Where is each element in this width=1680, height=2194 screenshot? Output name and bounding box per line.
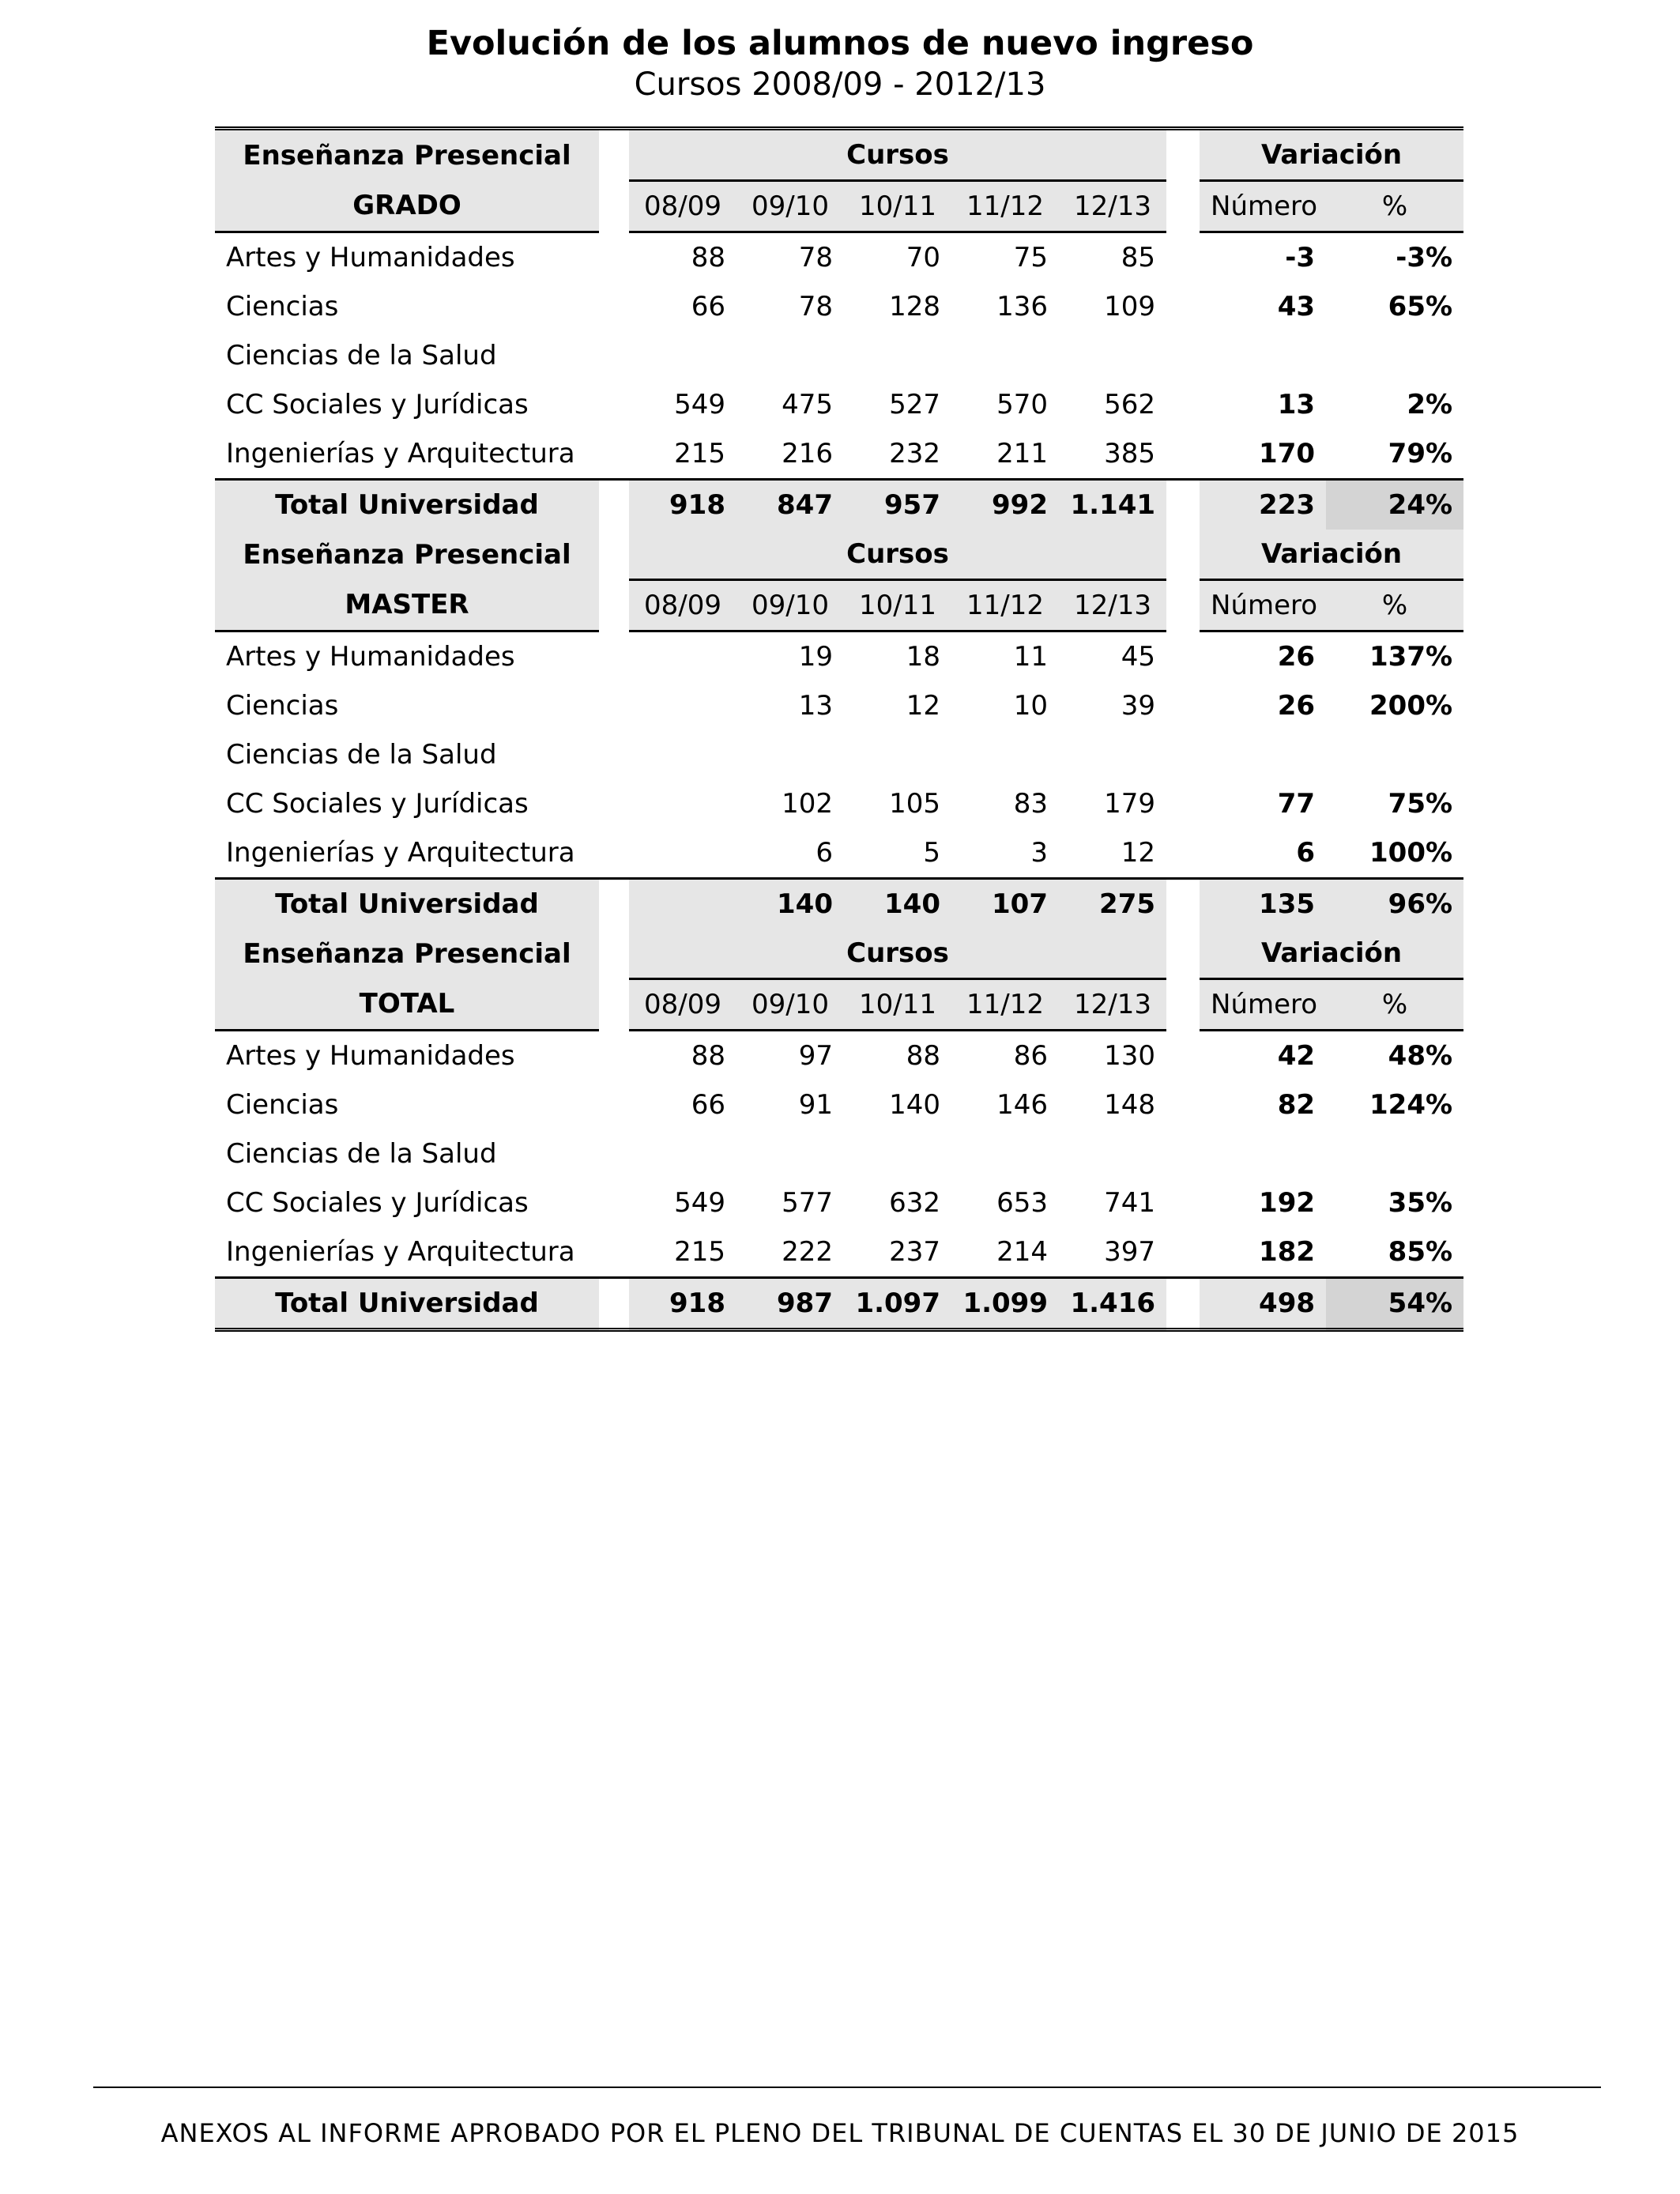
gap-cell (1166, 580, 1200, 631)
year-value: 78 (798, 242, 833, 273)
section-subheader-row (215, 580, 1463, 631)
year-value: 653 (996, 1187, 1048, 1219)
year-header: 10/11 (844, 979, 951, 1031)
total-row (215, 879, 1463, 929)
table-row (215, 779, 1463, 828)
gap-cell (1166, 1129, 1200, 1178)
year-value (629, 730, 736, 779)
variation-percent: 200% (1369, 690, 1453, 722)
year-header: 12/13 (1059, 181, 1166, 232)
gap-cell (599, 1080, 629, 1129)
section-header-row (215, 929, 1463, 979)
total-variation-percent: 54% (1326, 1278, 1463, 1330)
year-header: 09/10 (736, 181, 844, 232)
year-value: 19 (798, 641, 833, 673)
variation-number (1200, 331, 1326, 380)
year-value: 215 (674, 438, 725, 469)
gap-cell (1166, 282, 1200, 331)
gap-cell (599, 429, 629, 480)
total-value: 140 (736, 879, 844, 929)
variation-percent (1326, 331, 1463, 380)
variation-number: -3 (1285, 242, 1316, 273)
gap-cell (1166, 779, 1200, 828)
gap-cell (1166, 129, 1200, 181)
section-subheader-row (215, 979, 1463, 1031)
year-value: 10 (1013, 690, 1048, 722)
year-value (629, 1129, 736, 1178)
year-value: 549 (674, 389, 725, 420)
cursos-header: Cursos (629, 530, 1166, 580)
year-value (1059, 730, 1166, 779)
gap-cell (1166, 929, 1200, 979)
row-label: Ingenierías y Arquitectura (226, 837, 575, 869)
total-label: Total Universidad (215, 1278, 599, 1330)
year-value: 397 (1104, 1236, 1156, 1268)
variation-number: 182 (1259, 1236, 1316, 1268)
gap-cell (1166, 1178, 1200, 1227)
enrollment-table (215, 126, 1463, 1332)
year-value: 136 (996, 291, 1048, 322)
total-value: 140 (844, 879, 951, 929)
year-value: 70 (906, 242, 940, 273)
year-value: 179 (1104, 788, 1156, 820)
gap-cell (599, 730, 629, 779)
total-variation-number: 135 (1200, 879, 1326, 929)
percent-header: % (1326, 580, 1463, 631)
year-value: 88 (691, 1040, 725, 1072)
year-value (629, 828, 736, 879)
total-variation-number: 498 (1200, 1278, 1326, 1330)
gap-cell (1166, 979, 1200, 1031)
table-row (215, 730, 1463, 779)
year-value: 39 (1121, 690, 1156, 722)
table-row (215, 681, 1463, 730)
year-header: 09/10 (736, 580, 844, 631)
gap-cell (1166, 429, 1200, 480)
gap-cell (599, 979, 629, 1031)
gap-cell (599, 480, 629, 530)
variation-percent: -3% (1396, 242, 1453, 273)
year-value: 45 (1121, 641, 1156, 673)
row-label: Ciencias de la Salud (226, 340, 497, 371)
variation-percent: 137% (1369, 641, 1453, 673)
variation-percent: 85% (1388, 1236, 1453, 1268)
section-header-row (215, 530, 1463, 580)
table-row (215, 429, 1463, 480)
year-value: 3 (1030, 837, 1048, 869)
section-header-label: Enseñanza Presencial (215, 929, 599, 979)
section-name: MASTER (215, 580, 599, 631)
variation-percent: 2% (1407, 389, 1453, 420)
total-variation-percent: 96% (1326, 879, 1463, 929)
year-value: 88 (906, 1040, 940, 1072)
gap-cell (599, 1278, 629, 1330)
year-value (629, 331, 736, 380)
table-row (215, 232, 1463, 283)
row-label: Ciencias (226, 690, 339, 722)
numero-header: Número (1200, 979, 1326, 1031)
total-value: 1.141 (1059, 480, 1166, 530)
gap-cell (1166, 232, 1200, 283)
variation-percent: 35% (1388, 1187, 1453, 1219)
table-row (215, 1129, 1463, 1178)
total-value: 987 (736, 1278, 844, 1330)
year-header: 12/13 (1059, 979, 1166, 1031)
gap-cell (599, 828, 629, 879)
total-row (215, 480, 1463, 530)
year-value: 75 (1013, 242, 1048, 273)
gap-cell (1166, 530, 1200, 580)
year-value: 216 (782, 438, 833, 469)
year-value: 102 (782, 788, 833, 820)
gap-cell (599, 129, 629, 181)
year-value: 91 (798, 1089, 833, 1121)
variation-percent: 124% (1369, 1089, 1453, 1121)
gap-cell (1166, 480, 1200, 530)
year-value (951, 730, 1059, 779)
gap-cell (599, 380, 629, 429)
table-row (215, 331, 1463, 380)
table-row (215, 1031, 1463, 1081)
row-label: Artes y Humanidades (226, 641, 515, 673)
table-row (215, 282, 1463, 331)
variation-number: 26 (1277, 641, 1316, 673)
year-value: 66 (691, 291, 725, 322)
year-value: 12 (1121, 837, 1156, 869)
table-body (215, 129, 1463, 1330)
row-label: Ciencias (226, 1089, 339, 1121)
year-value (951, 331, 1059, 380)
variation-number: 26 (1277, 690, 1316, 722)
total-label: Total Universidad (215, 480, 599, 530)
variation-number: 192 (1259, 1187, 1316, 1219)
year-value (844, 730, 951, 779)
gap-cell (599, 1227, 629, 1278)
total-value: 918 (629, 480, 736, 530)
year-header: 08/09 (629, 580, 736, 631)
year-value: 741 (1104, 1187, 1156, 1219)
gap-cell (599, 1031, 629, 1081)
total-value (629, 879, 736, 929)
total-row (215, 1278, 1463, 1330)
variation-percent (1326, 730, 1463, 779)
year-value: 140 (889, 1089, 940, 1121)
row-label: CC Sociales y Jurídicas (226, 788, 529, 820)
year-value (629, 681, 736, 730)
gap-cell (599, 530, 629, 580)
numero-header: Número (1200, 580, 1326, 631)
gap-cell (1166, 681, 1200, 730)
variation-percent (1326, 1129, 1463, 1178)
variation-number: 82 (1277, 1089, 1316, 1121)
year-value (629, 631, 736, 682)
year-value: 475 (782, 389, 833, 420)
year-value (844, 331, 951, 380)
year-header: 12/13 (1059, 580, 1166, 631)
total-value: 107 (951, 879, 1059, 929)
year-value (736, 331, 844, 380)
gap-cell (599, 631, 629, 682)
year-value: 86 (1013, 1040, 1048, 1072)
year-value: 88 (691, 242, 725, 273)
year-value: 78 (798, 291, 833, 322)
year-header: 10/11 (844, 181, 951, 232)
year-value: 5 (923, 837, 940, 869)
year-header: 11/12 (951, 979, 1059, 1031)
gap-cell (599, 1178, 629, 1227)
section-name: GRADO (215, 181, 599, 232)
year-value: 11 (1013, 641, 1048, 673)
gap-cell (599, 929, 629, 979)
year-value (1059, 1129, 1166, 1178)
section-header-label: Enseñanza Presencial (215, 129, 599, 181)
gap-cell (1166, 331, 1200, 380)
year-header: 10/11 (844, 580, 951, 631)
year-header: 09/10 (736, 979, 844, 1031)
year-value (951, 1129, 1059, 1178)
cursos-header: Cursos (629, 929, 1166, 979)
variation-percent: 75% (1388, 788, 1453, 820)
row-label: Ingenierías y Arquitectura (226, 1236, 575, 1268)
gap-cell (599, 232, 629, 283)
year-value: 83 (1013, 788, 1048, 820)
total-value: 1.099 (951, 1278, 1059, 1330)
total-value: 1.097 (844, 1278, 951, 1330)
row-label: Ciencias de la Salud (226, 1138, 497, 1170)
year-value: 18 (906, 641, 940, 673)
gap-cell (599, 181, 629, 232)
table-row (215, 1227, 1463, 1278)
variation-number: 42 (1277, 1040, 1316, 1072)
year-value: 130 (1104, 1040, 1156, 1072)
section-name: TOTAL (215, 979, 599, 1031)
year-value: 562 (1104, 389, 1156, 420)
gap-cell (1166, 1227, 1200, 1278)
gap-cell (1166, 879, 1200, 929)
variation-percent: 100% (1369, 837, 1453, 869)
footer-divider (93, 2087, 1601, 2088)
total-value: 275 (1059, 879, 1166, 929)
cursos-header: Cursos (629, 129, 1166, 181)
gap-cell (1166, 730, 1200, 779)
row-label: CC Sociales y Jurídicas (226, 1187, 529, 1219)
gap-cell (1166, 181, 1200, 232)
year-header: 08/09 (629, 979, 736, 1031)
year-value (629, 779, 736, 828)
variation-number: 43 (1277, 291, 1316, 322)
variation-number (1200, 730, 1326, 779)
variation-percent: 48% (1388, 1040, 1453, 1072)
variation-percent: 79% (1388, 438, 1453, 469)
year-value: 85 (1121, 242, 1156, 273)
year-value: 222 (782, 1236, 833, 1268)
gap-cell (599, 580, 629, 631)
variation-percent: 65% (1388, 291, 1453, 322)
year-value: 146 (996, 1089, 1048, 1121)
table-row (215, 1178, 1463, 1227)
document-title: Evolución de los alumnos de nuevo ingreso (426, 24, 1254, 63)
year-value: 12 (906, 690, 940, 722)
year-value (736, 1129, 844, 1178)
variation-number: 6 (1296, 837, 1316, 869)
gap-cell (1166, 631, 1200, 682)
variation-number: 77 (1277, 788, 1316, 820)
year-value: 211 (996, 438, 1048, 469)
year-value: 632 (889, 1187, 940, 1219)
year-value: 527 (889, 389, 940, 420)
variation-number: 170 (1259, 438, 1316, 469)
section-header-row (215, 129, 1463, 181)
gap-cell (1166, 828, 1200, 879)
year-value: 13 (798, 690, 833, 722)
gap-cell (599, 681, 629, 730)
footer-text: ANEXOS AL INFORME APROBADO POR EL PLENO DEL TRIBUNAL DE CUENTAS EL 30 DE JUNIO DE 2015 (160, 2118, 1520, 2148)
gap-cell (1166, 380, 1200, 429)
gap-cell (1166, 1080, 1200, 1129)
year-value: 385 (1104, 438, 1156, 469)
year-value: 128 (889, 291, 940, 322)
table-row (215, 828, 1463, 879)
gap-cell (599, 282, 629, 331)
year-header: 08/09 (629, 181, 736, 232)
row-label: Ingenierías y Arquitectura (226, 438, 575, 469)
table-row (215, 631, 1463, 682)
year-value: 577 (782, 1187, 833, 1219)
gap-cell (599, 879, 629, 929)
year-value: 214 (996, 1236, 1048, 1268)
row-label: CC Sociales y Jurídicas (226, 389, 529, 420)
year-value: 109 (1104, 291, 1156, 322)
total-value: 1.416 (1059, 1278, 1166, 1330)
variacion-header: Variación (1200, 129, 1463, 181)
year-value (1059, 331, 1166, 380)
gap-cell (1166, 1278, 1200, 1330)
total-value: 957 (844, 480, 951, 530)
year-value: 570 (996, 389, 1048, 420)
total-label: Total Universidad (215, 879, 599, 929)
variacion-header: Variación (1200, 929, 1463, 979)
numero-header: Número (1200, 181, 1326, 232)
year-value (844, 1129, 951, 1178)
row-label: Artes y Humanidades (226, 1040, 515, 1072)
row-label: Ciencias de la Salud (226, 739, 497, 771)
year-value: 215 (674, 1236, 725, 1268)
gap-cell (599, 331, 629, 380)
year-value: 232 (889, 438, 940, 469)
year-value: 237 (889, 1236, 940, 1268)
percent-header: % (1326, 181, 1463, 232)
total-value: 847 (736, 480, 844, 530)
section-header-label: Enseñanza Presencial (215, 530, 599, 580)
year-value: 66 (691, 1089, 725, 1121)
variacion-header: Variación (1200, 530, 1463, 580)
variation-number: 13 (1277, 389, 1316, 420)
row-label: Ciencias (226, 291, 339, 322)
year-value: 97 (798, 1040, 833, 1072)
year-value: 6 (816, 837, 833, 869)
year-header: 11/12 (951, 580, 1059, 631)
total-value: 992 (951, 480, 1059, 530)
gap-cell (599, 1129, 629, 1178)
year-header: 11/12 (951, 181, 1059, 232)
year-value (736, 730, 844, 779)
year-value: 549 (674, 1187, 725, 1219)
year-value: 148 (1104, 1089, 1156, 1121)
total-variation-number: 223 (1200, 480, 1326, 530)
percent-header: % (1326, 979, 1463, 1031)
total-value: 918 (629, 1278, 736, 1330)
year-value: 105 (889, 788, 940, 820)
row-label: Artes y Humanidades (226, 242, 515, 273)
gap-cell (1166, 1031, 1200, 1081)
document-subtitle: Cursos 2008/09 - 2012/13 (634, 66, 1046, 103)
section-subheader-row (215, 181, 1463, 232)
table-row (215, 380, 1463, 429)
gap-cell (599, 779, 629, 828)
variation-number (1200, 1129, 1326, 1178)
table-row (215, 1080, 1463, 1129)
total-variation-percent: 24% (1326, 480, 1463, 530)
